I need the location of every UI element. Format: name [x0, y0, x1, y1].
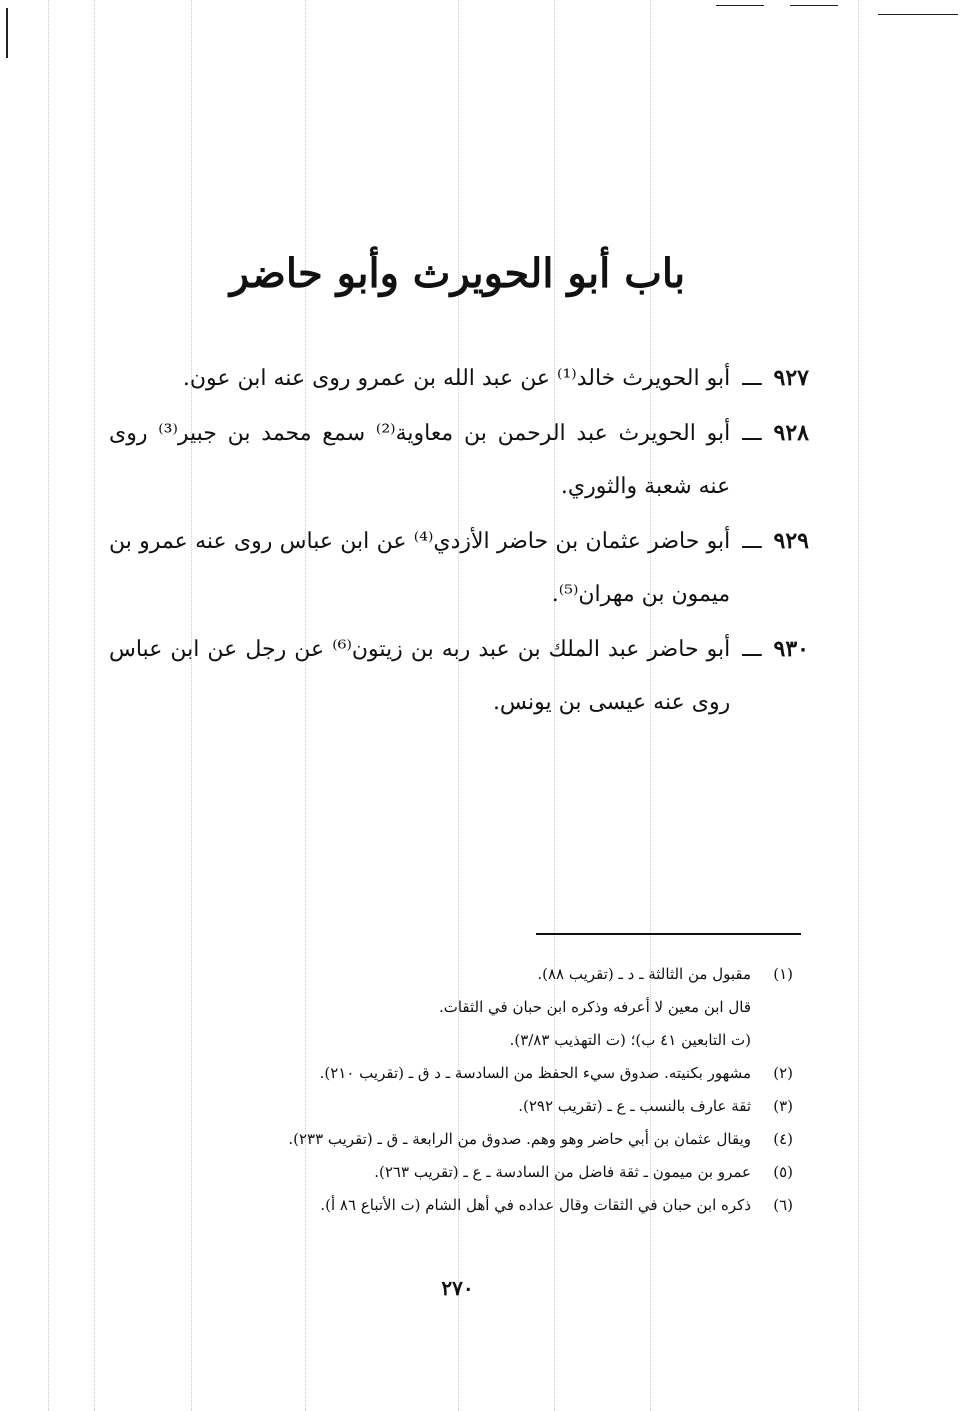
footnote-text: ثقة عارف بالنسب ـ ع ـ (تقريب ٢٩٢).: [518, 1097, 751, 1115]
footnote-body: [193, 1189, 751, 1222]
footnote-1: [193, 958, 793, 1057]
scan-artifact-line: [858, 0, 859, 1411]
entries-list: [109, 352, 809, 731]
scan-edge-mark: [878, 14, 958, 15]
footnote-4: [193, 1123, 793, 1156]
footnote-number: (٢): [773, 1064, 793, 1082]
footnote-body: [193, 958, 751, 1057]
footnote-separator: [536, 933, 801, 935]
footnotes-list: [193, 958, 793, 1222]
footnote-number: (٤): [773, 1130, 793, 1148]
entry-text: أبو الحويرث خالد⁽¹⁾ عن عبد الله بن عمرو روى عنه ابن عون.: [182, 366, 731, 391]
entry-dash: ـــ: [742, 421, 762, 446]
footnote-text: ذكره ابن حبان في الثقات وقال عداده في أهل الشام (ت الأتباع ٨٦ أ).: [320, 1196, 751, 1214]
footnote-6: [193, 1189, 793, 1222]
footnote-number: (١): [773, 965, 793, 983]
entry-text: أبو الحويرث عبد الرحمن بن معاوية⁽²⁾ سمع محمد بن جبير⁽³⁾ روى عنه شعبة والثوري.: [109, 421, 731, 499]
footnote-body: [193, 1057, 751, 1090]
footnote-text: ويقال عثمان بن أبي حاضر وهو وهم. صدوق من الرابعة ـ ق ـ (تقريب ٢٣٣).: [288, 1130, 751, 1148]
entry-number: ٩٢٩: [773, 528, 809, 554]
footnote-number: (٥): [773, 1163, 793, 1181]
footnote-text: مقبول من الثالثة ـ د ـ (تقريب ٨٨).: [537, 965, 751, 983]
scan-edge-mark: [6, 8, 8, 58]
entry-text: أبو حاضر عثمان بن حاضر الأزدي⁽⁴⁾ عن ابن عباس روى عنه عمرو بن ميمون بن مهران⁽⁵⁾.: [109, 529, 731, 607]
entry-929: [109, 515, 809, 621]
entry-number: ٩٢٧: [773, 365, 809, 391]
footnote-body: [193, 1123, 751, 1156]
book-page: [100, 0, 815, 1411]
footnote-text: عمرو بن ميمون ـ ثقة فاضل من السادسة ـ ع ـ (تقريب ٢٦٣).: [374, 1163, 751, 1181]
footnote-body: [193, 1156, 751, 1189]
entry-number: ٩٣٠: [773, 636, 809, 662]
entry-dash: ـــ: [742, 529, 762, 554]
entry-number: ٩٢٨: [773, 420, 809, 446]
footnote-2: [193, 1057, 793, 1090]
chapter-title: باب أبو الحويرث وأبو حاضر: [229, 250, 686, 297]
footnote-text: مشهور بكنيته. صدوق سيء الحفظ من السادسة ـ د ق ـ (تقريب ٢١٠).: [319, 1064, 751, 1082]
footnote-number: (٦): [773, 1196, 793, 1214]
footnote-text: (ت التابعين ٤١ ب)؛ (ت التهذيب ٣/٨٣).: [509, 1031, 751, 1049]
entry-text: أبو حاضر عبد الملك بن عبد ربه بن زيتون⁽⁶⁾ عن رجل عن ابن عباس روى عنه عيسى بن يونس.: [109, 637, 731, 715]
scan-artifact-line: [94, 0, 95, 1411]
footnote-number: (٣): [773, 1097, 793, 1115]
scan-artifact-line: [48, 0, 49, 1411]
footnote-text: قال ابن معين لا أعرفه وذكره ابن حبان في الثقات.: [438, 998, 751, 1016]
footnote-body: [193, 1090, 751, 1123]
footnote-3: [193, 1090, 793, 1123]
entry-927: [109, 352, 809, 405]
entry-dash: ـــ: [742, 637, 762, 662]
entry-930: [109, 623, 809, 729]
page-number: ٢٧٠: [441, 1276, 474, 1300]
entry-dash: ـــ: [742, 366, 762, 391]
footnote-5: [193, 1156, 793, 1189]
entry-928: [109, 407, 809, 513]
